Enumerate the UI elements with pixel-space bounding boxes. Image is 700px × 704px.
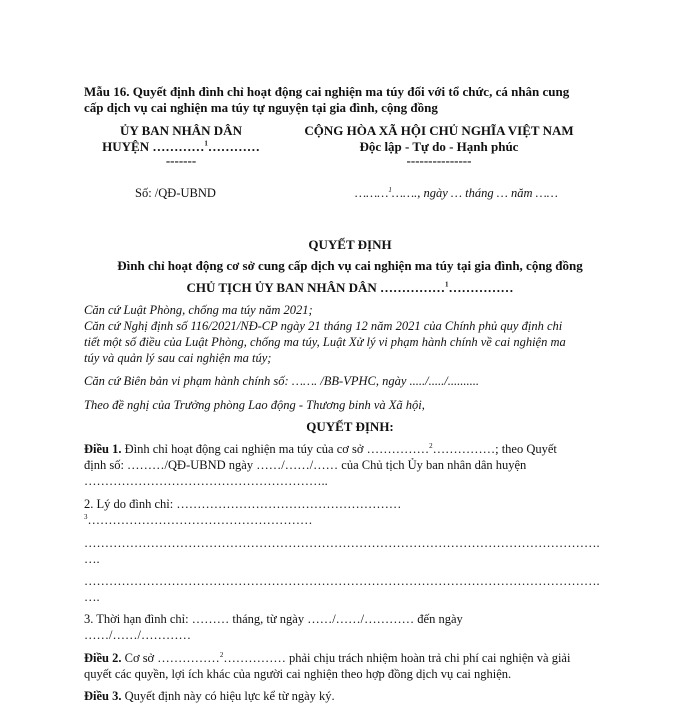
article-2-line2: quyết các quyền, lợi ích khác của người cai nghiện theo hợp đồng dịch vụ cai nghiện. (84, 667, 512, 681)
legal-basis-2-line2: tiết một số điều của Luật Phòng, chống ma túy, Luật Xử lý vi phạm hành chính về cai nghiện ma (84, 335, 566, 349)
form-title-line2: cấp dịch vụ cai nghiện ma túy tự nguyện tại gia đình, cộng đồng (84, 100, 438, 115)
footnote-ref-2b: 2 (219, 650, 224, 659)
article-3-line (84, 688, 335, 704)
org-separator: ------- (165, 153, 197, 168)
article-1-line3: ………………………………………………….. (84, 474, 328, 488)
footnote-ref-2: 2 (429, 441, 433, 450)
article-1-text-post: ……………; theo Quyết (432, 442, 557, 456)
footnote-ref-date: 1 (388, 185, 392, 194)
legal-basis-3: Căn cứ Biên bản vi phạm hành chính số: ……. /BB-VPHC, ngày ...../...../.......... (84, 374, 479, 388)
blank-line-1-tail: …. (84, 552, 100, 566)
authority-post: …………… (448, 280, 514, 295)
blank-line-2-tail: …. (84, 590, 100, 604)
authority-pre: CHỦ TỊCH ỦY BAN NHÂN DÂN …………… (186, 280, 446, 295)
document-number: Số: /QĐ-UBND (135, 186, 216, 200)
national-motto: Độc lập - Tự do - Hạnh phúc (359, 139, 519, 154)
legal-basis-2-line3: túy và quản lý sau cai nghiện ma túy; (84, 351, 272, 365)
decision-heading: QUYẾT ĐỊNH: (306, 419, 394, 434)
legal-basis-2-line1: Căn cứ Nghị định số 116/2021/NĐ-CP ngày 21 tháng 12 năm 2021 của Chính phủ quy định chi (84, 319, 563, 333)
national-title: CỘNG HÒA XÃ HỘI CHỦ NGHĨA VIỆT NAM (304, 123, 574, 138)
article-1-line2: định số: ………/QĐ-UBND ngày ……/……/…… của Chủ tịch Ủy ban nhân dân huyện (84, 458, 527, 472)
footnote-ref-authority: 1 (445, 280, 449, 289)
footnote-ref-1: 1 (204, 139, 208, 148)
footnote-ref-3: 3 (84, 512, 88, 521)
article-2-text-post: …………… phải chịu trách nhiệm hoàn trả chi phí cai nghiện và giải (223, 651, 571, 665)
article-1-line1 (84, 441, 557, 457)
legal-basis-1: Căn cứ Luật Phòng, chống ma túy năm 2021; (84, 303, 313, 317)
article-2-label: Điều 2. (84, 651, 122, 665)
date-place-pre: ……… (355, 186, 389, 200)
suspension-term-line1: 3. Thời hạn đình chỉ: ……… tháng, từ ngày ……/……/………… đến ngày (84, 612, 463, 626)
article-2-text-pre: Cơ sở …………… (121, 651, 220, 665)
org-district-post: ………… (207, 139, 260, 154)
form-title-line1: Mẫu 16. Quyết định đình chỉ hoạt động cai nghiện ma túy đối với tổ chức, cá nhân cung (84, 84, 570, 99)
article-1-label: Điều 1. (84, 442, 122, 456)
suspension-term-line2: ……/……/………… (84, 628, 191, 642)
issuing-authority (0, 280, 700, 296)
suspension-reason-line2 (84, 512, 313, 528)
motto-separator: --------------- (406, 153, 472, 168)
document-date (355, 185, 558, 201)
date-place-post: ……., ngày … tháng … năm …… (391, 186, 558, 200)
decision-title: QUYẾT ĐỊNH (308, 237, 392, 252)
blank-line-2: ……………………………………………………………………………………………………………. (84, 574, 600, 588)
blank-line-1: ……………………………………………………………………………………………………………. (84, 536, 600, 550)
article-2-line1 (84, 650, 570, 666)
article-1-text-pre: Đình chỉ hoạt động cai nghiện ma túy của cơ sở …………… (121, 442, 430, 456)
article-3-label: Điều 3. (84, 689, 122, 703)
org-name-line1: ỦY BAN NHÂN DÂN (120, 123, 242, 138)
proposal-line: Theo đề nghị của Trưởng phòng Lao động - Thương binh và Xã hội, (84, 398, 425, 412)
article-3-text: Quyết định này có hiệu lực kể từ ngày ký. (121, 689, 335, 703)
org-district-pre: HUYỆN ………… (102, 139, 205, 154)
reason-dots: ……………………………………………… (87, 513, 313, 527)
suspension-reason: 2. Lý do đình chỉ: ……………………………………………… (84, 497, 402, 511)
decision-subtitle: Đình chỉ hoạt động cơ sở cung cấp dịch vụ cai nghiện ma túy tại gia đình, cộng đồng (117, 258, 583, 273)
